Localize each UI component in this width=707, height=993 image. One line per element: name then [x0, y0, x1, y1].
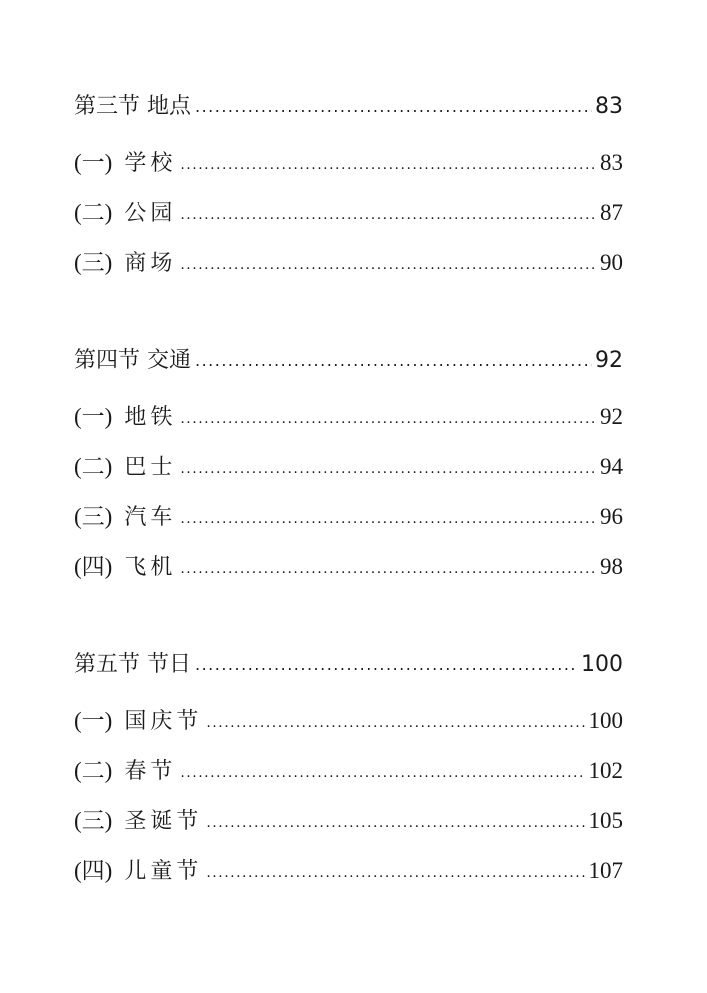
page-number: 100: [581, 652, 623, 677]
leader-dots: [180, 392, 597, 444]
page-number: 92: [595, 348, 623, 373]
leader-dots: [180, 542, 597, 594]
page-number: 94: [600, 454, 623, 479]
page-number: 96: [600, 504, 623, 529]
item-number: (一): [74, 708, 113, 733]
item-title: 商场: [124, 251, 177, 276]
page-number: 83: [600, 150, 623, 175]
leader-dots: [206, 696, 585, 748]
toc-item[interactable]: [74, 696, 623, 746]
toc-item[interactable]: [74, 442, 623, 492]
page-number: 100: [588, 708, 623, 733]
item-number: (四): [74, 554, 113, 579]
page-number: 87: [600, 200, 623, 225]
item-title: 圣诞节: [124, 809, 203, 834]
page-number: 90: [600, 250, 623, 275]
item-number: (三): [74, 504, 113, 529]
toc-item[interactable]: [74, 188, 623, 238]
leader-dots: [180, 188, 597, 240]
toc-section-3: [74, 82, 623, 288]
heading-title: 第四节 交通: [74, 348, 191, 373]
item-number: (二): [74, 758, 113, 783]
item-title: 地铁: [124, 405, 177, 430]
toc-item[interactable]: [74, 746, 623, 796]
leader-dots: [180, 138, 597, 190]
section-gap: [74, 592, 623, 640]
toc-item[interactable]: [74, 238, 623, 288]
item-title: 儿童节: [124, 859, 203, 884]
page-number: 83: [595, 94, 623, 119]
item-title: 国庆节: [124, 709, 203, 734]
item-title: 春节: [124, 759, 177, 784]
item-title: 巴士: [124, 455, 177, 480]
toc-section-5: [74, 640, 623, 896]
toc-item[interactable]: [74, 392, 623, 442]
table-of-contents: [74, 82, 623, 896]
leader-dots: [195, 81, 592, 132]
leader-dots: [195, 335, 592, 386]
page-number: 98: [600, 554, 623, 579]
toc-item[interactable]: [74, 492, 623, 542]
toc-item[interactable]: [74, 796, 623, 846]
leader-dots: [180, 442, 597, 494]
toc-heading[interactable]: [74, 336, 623, 386]
leader-dots: [206, 846, 585, 898]
heading-title: 第三节 地点: [74, 94, 191, 119]
section-gap: [74, 288, 623, 336]
item-title: 公园: [124, 201, 177, 226]
leader-dots: [180, 492, 597, 544]
toc-heading[interactable]: [74, 82, 623, 132]
item-number: (二): [74, 454, 113, 479]
toc-item[interactable]: [74, 542, 623, 592]
item-number: (三): [74, 250, 113, 275]
heading-title: 第五节 节日: [74, 652, 191, 677]
item-title: 飞机: [124, 555, 177, 580]
leader-dots: [180, 746, 585, 798]
page-number: 102: [588, 758, 623, 783]
leader-dots: [180, 238, 597, 290]
toc-heading[interactable]: [74, 640, 623, 690]
toc-item[interactable]: [74, 138, 623, 188]
item-number: (四): [74, 858, 113, 883]
page-number: 92: [600, 404, 623, 429]
item-title: 汽车: [124, 505, 177, 530]
toc-item[interactable]: [74, 846, 623, 896]
item-number: (一): [74, 150, 113, 175]
leader-dots: [195, 639, 578, 690]
item-number: (三): [74, 808, 113, 833]
item-number: (一): [74, 404, 113, 429]
item-number: (二): [74, 200, 113, 225]
toc-section-4: [74, 336, 623, 592]
item-title: 学校: [124, 151, 177, 176]
page-number: 105: [588, 808, 623, 833]
leader-dots: [206, 796, 585, 848]
page-number: 107: [588, 858, 623, 883]
